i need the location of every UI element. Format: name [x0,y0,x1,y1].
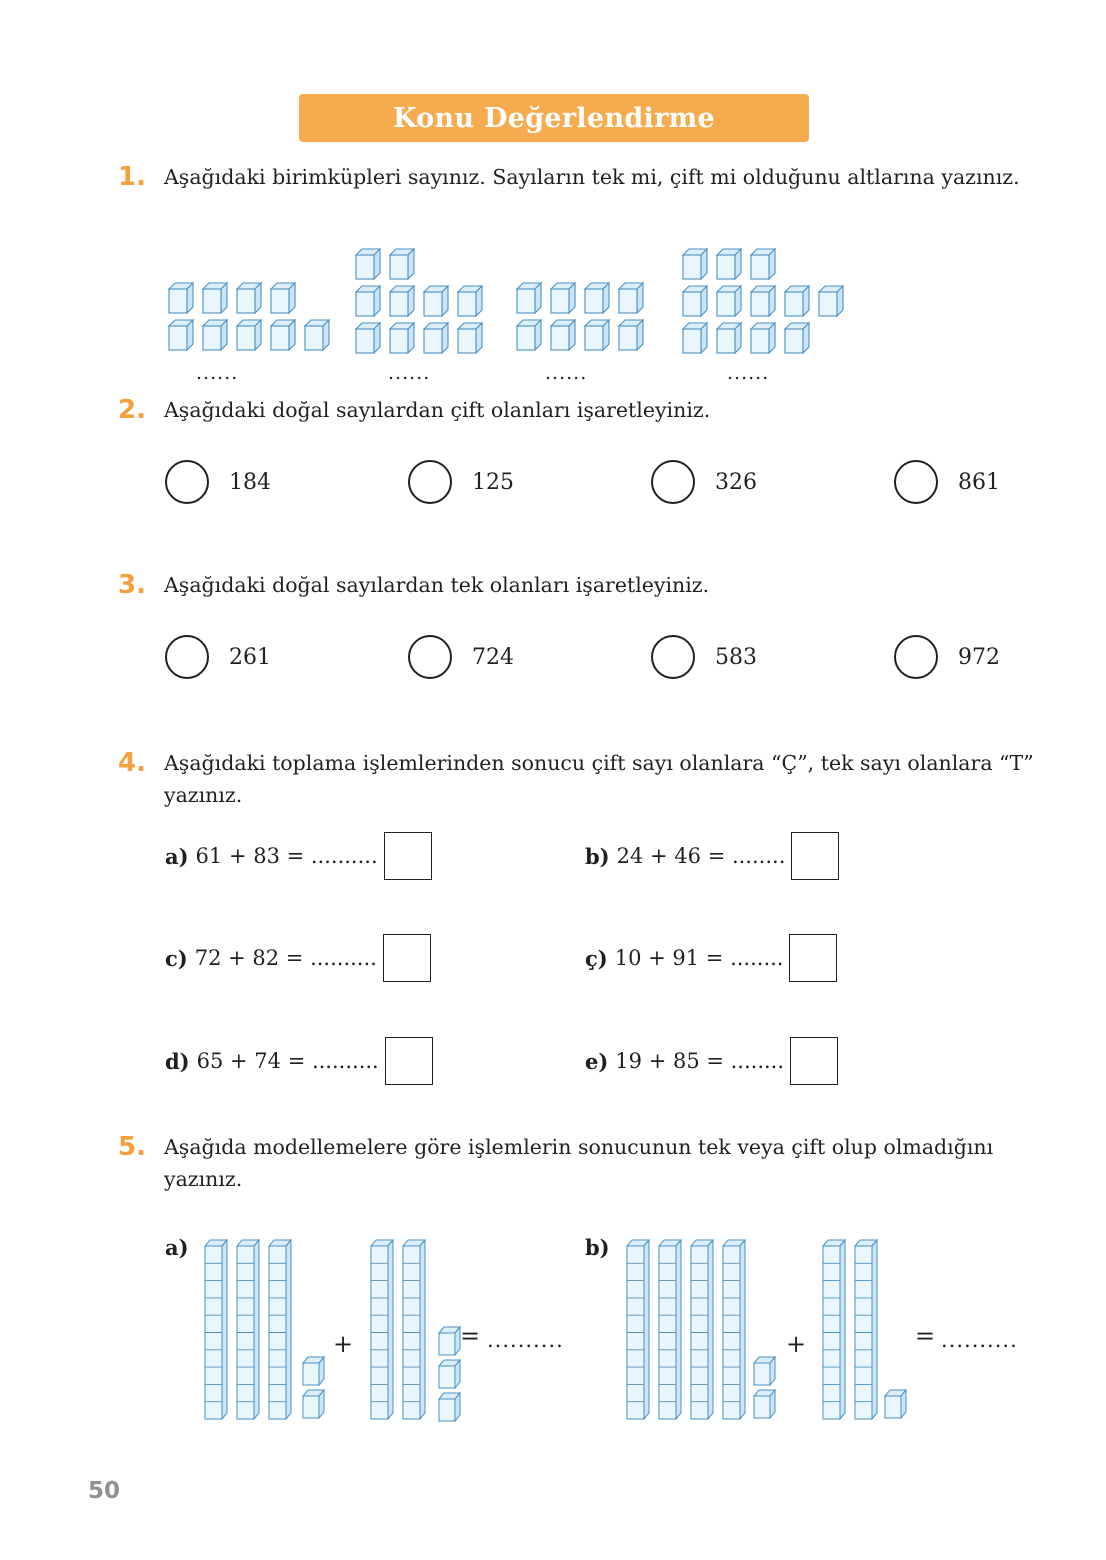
cube-row [350,246,483,280]
unit-cube [434,1391,462,1422]
radio-circle-icon[interactable] [165,635,209,679]
ten-rod [654,1238,682,1420]
unit-cube [613,317,644,351]
unit-cube [545,317,576,351]
model-a-equals: = [460,1322,481,1350]
unit-cube [350,320,381,354]
unit-cube [384,283,415,317]
radio-circle-icon[interactable] [408,460,452,504]
unit-cube [418,283,449,317]
unit-cube [813,283,844,317]
model-b-operator: + [786,1330,807,1358]
question-3 [118,570,1018,602]
model-b-equals: = [915,1322,936,1350]
expr-label: b) [585,843,610,869]
ten-rod [264,1238,292,1420]
model-a-operator: + [333,1330,354,1358]
cube-row [677,246,844,280]
page-title-banner [299,94,809,142]
unit-cube [779,283,810,317]
unit-cube [677,320,708,354]
unit-cube [452,320,483,354]
unit-cube [745,320,776,354]
expr-text: 61 + 83 = .......... [195,844,378,868]
unit-cube [350,246,381,280]
question-2-number: 2. [118,395,146,425]
expr-label: a) [165,843,189,869]
unit-cube [298,1388,326,1419]
unit-cube [197,280,228,314]
question-1 [118,162,1018,194]
question-3-options [165,635,1025,691]
option-1[interactable] [165,460,271,504]
expr-text: 65 + 74 = .......... [196,1049,379,1073]
expr-c-cedilla [585,934,837,982]
option-value: 125 [472,469,514,495]
unit-cube [197,317,228,351]
ten-rod [398,1238,426,1420]
option-3[interactable] [651,635,757,679]
answer-placeholder-2[interactable]: ...... [388,362,431,384]
cube-row [350,320,483,354]
expr-label: c) [165,945,188,971]
option-2[interactable] [408,460,514,504]
ten-rod [686,1238,714,1420]
unit-cube [265,280,296,314]
question-5-text: Aşağıda modellemelere göre işlemlerin sonucunun tek veya çift olup olmadığını yazınız. [164,1135,994,1191]
ten-rod [622,1238,650,1420]
radio-circle-icon[interactable] [651,635,695,679]
expr-e [585,1037,838,1085]
question-3-text: Aşağıdaki doğal sayılardan tek olanları işaretleyiniz. [164,573,710,597]
unit-cube [418,320,449,354]
unit-cube [163,317,194,351]
unit-cube [711,283,742,317]
unit-cube [452,283,483,317]
option-4[interactable] [894,460,1000,504]
expr-text: 19 + 85 = ........ [615,1049,785,1073]
unit-cube [384,246,415,280]
radio-circle-icon[interactable] [894,460,938,504]
cube-row [163,280,330,314]
option-value: 583 [715,644,757,670]
question-4-text: Aşağıdaki toplama işlemlerinden sonucu çift sayı olanlara “Ç”, tek sayı olanlara “T” yazınız. [164,751,1034,807]
radio-circle-icon[interactable] [408,635,452,679]
unit-cube [880,1388,908,1419]
model-b-right-rods [818,1238,878,1420]
unit-cube [511,280,542,314]
expr-label: ç) [585,945,608,971]
expr-label: e) [585,1048,609,1074]
unit-cube [163,280,194,314]
question-4-number: 4. [118,748,146,778]
unit-cube [231,280,262,314]
cube-group-2 [350,246,483,357]
model-a-right-units [434,1325,462,1422]
unit-cube [511,317,542,351]
unit-cube [299,317,330,351]
question-5 [118,1132,1018,1196]
model-a-right-rods [366,1238,426,1420]
answer-placeholder-3[interactable]: ...... [545,362,588,384]
model-a-label: a) [165,1235,189,1260]
model-a-left-rods [200,1238,292,1420]
unit-cube [711,320,742,354]
question-5-number: 5. [118,1132,146,1162]
answer-box[interactable] [790,1037,838,1085]
option-value: 861 [958,469,1000,495]
expr-a [165,832,432,880]
unit-cube [579,317,610,351]
cube-group-1 [163,280,330,354]
option-value: 261 [229,644,271,670]
model-b-answer[interactable]: .......... [941,1328,1018,1352]
cube-row [511,280,644,314]
page-number: 50 [88,1478,121,1504]
option-3[interactable] [651,460,757,504]
model-b-right-units [880,1388,908,1419]
answer-box[interactable] [383,934,431,982]
unit-cube [745,283,776,317]
answer-box[interactable] [791,832,839,880]
model-b-label: b) [585,1235,610,1260]
option-value: 972 [958,644,1000,670]
expr-d [165,1037,433,1085]
unit-cube [579,280,610,314]
unit-cube [265,317,296,351]
radio-circle-icon[interactable] [165,460,209,504]
unit-cube [434,1325,462,1356]
unit-cube [350,283,381,317]
answer-box[interactable] [385,1037,433,1085]
option-1[interactable] [165,635,271,679]
unit-cube [677,283,708,317]
ten-rod [200,1238,228,1420]
cube-row [677,283,844,317]
unit-cube [231,317,262,351]
radio-circle-icon[interactable] [651,460,695,504]
model-b-left-units [749,1355,777,1419]
cube-group-3 [511,280,644,354]
answer-box[interactable] [789,934,837,982]
model-a-left-units [298,1355,326,1419]
question-1-text: Aşağıdaki birimküpleri sayınız. Sayıların tek mi, çift mi olduğunu altlarına yazınız. [164,165,1020,189]
question-3-number: 3. [118,570,146,600]
question-4 [118,748,1034,812]
cube-group-4 [677,246,844,357]
question-2-text: Aşağıdaki doğal sayılardan çift olanları işaretleyiniz. [164,398,711,422]
question-2-options [165,460,1025,516]
option-value: 724 [472,644,514,670]
ten-rod [366,1238,394,1420]
cube-row [677,320,844,354]
option-value: 326 [715,469,757,495]
option-2[interactable] [408,635,514,679]
answer-box[interactable] [384,832,432,880]
model-a-answer[interactable]: .......... [487,1328,564,1352]
expr-text: 10 + 91 = ........ [614,946,784,970]
unit-cube [749,1388,777,1419]
ten-rod [850,1238,878,1420]
option-value: 184 [229,469,271,495]
expr-b [585,832,839,880]
ten-rod [818,1238,846,1420]
radio-circle-icon[interactable] [894,635,938,679]
answer-placeholder-1[interactable]: ...... [196,362,239,384]
answer-placeholder-4[interactable]: ...... [727,362,770,384]
cube-row [511,317,644,351]
question-1-number: 1. [118,162,146,192]
unit-cube [298,1355,326,1386]
option-4[interactable] [894,635,1000,679]
unit-cube [434,1358,462,1389]
expr-label: d) [165,1048,190,1074]
unit-cube [779,320,810,354]
ten-rod [232,1238,260,1420]
unit-cube [613,280,644,314]
page-title: Konu Değerlendirme [393,102,715,134]
ten-rod [718,1238,746,1420]
expr-text: 24 + 46 = ........ [616,844,786,868]
expr-c [165,934,431,982]
unit-cube [711,246,742,280]
unit-cube [749,1355,777,1386]
model-b-left-rods [622,1238,746,1420]
unit-cube [677,246,708,280]
question-2 [118,395,1018,427]
unit-cube [745,246,776,280]
expr-text: 72 + 82 = .......... [194,946,377,970]
cube-row [350,283,483,317]
unit-cube [384,320,415,354]
unit-cube [545,280,576,314]
cube-row [163,317,330,351]
